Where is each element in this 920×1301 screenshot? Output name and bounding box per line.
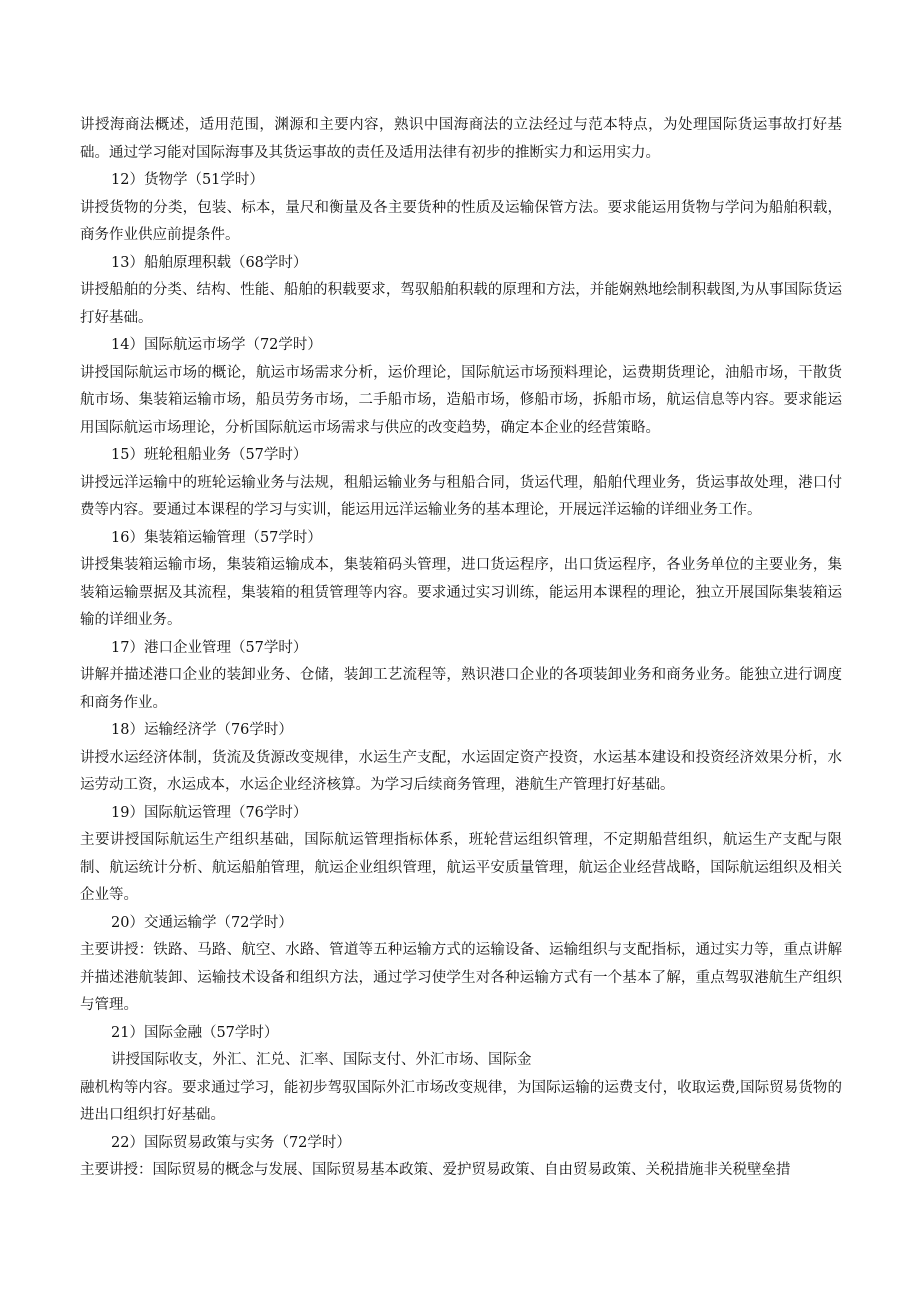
paragraph-port-management: 讲解并描述港口企业的装卸业务、仓储，装卸工艺流程等，熟识港口企业的各项装卸业务和商务业务。能独立进行调度和商务作业。 [80, 667, 842, 711]
paragraph-shipping-market: 讲授国际航运市场的概论，航运市场需求分析，运价理论，国际航运市场预料理论，运费期货理论，油船市场，干散货航市场、集装箱运输市场，船员劳务市场，二手船市场，造船市场，修船市场，拆船市场，航运信息等内容。要求能运用国际航运市场理论，分析国际航运市场需求与供应的改变趋势，确定本企业的经营策略。 [80, 364, 842, 436]
paragraph-maritime-law: 讲授海商法概述，适用范围，渊源和主要内容，熟识中国海商法的立法经过与范本特点，为处理国际货运事故打好基础。通过学习能对国际海事及其货运事故的责任及适用法律有初步的推断实力和运用实力。 [80, 117, 842, 161]
heading-trade-policy: 22）国际贸易政策与实务（72学时） [111, 1134, 351, 1151]
heading-international-finance: 21）国际金融（57学时） [111, 1024, 279, 1041]
paragraph-shipping-management: 主要讲授国际航运生产组织基础，国际航运管理指标体系，班轮营运组织管理，不定期船营组织，航运生产支配与限制、航运统计分析、航运船舶管理，航运企业组织管理，航运平安质量管理，航运企业经营战略，国际航运组织及相关企业等。 [80, 832, 842, 903]
heading-transportation: 20）交通运输学（72学时） [111, 914, 293, 931]
paragraph-cargo-science: 讲授货物的分类，包装、标本，量尺和衡量及各主要货种的性质及运输保管方法。要求能运用货物与学问为船舶积载，商务作业供应前提条件。 [80, 199, 842, 243]
paragraph-ship-stowage: 讲授船舶的分类、结构、性能、船舶的积载要求，驾驭船舶积载的原理和方法，并能娴熟地绘制积载图,为从事国际货运打好基础。 [80, 282, 842, 326]
heading-port-management: 17）港口企业管理（57学时） [111, 639, 308, 656]
heading-container-transport: 16）集装箱运输管理（57学时） [111, 529, 322, 546]
paragraph-transport-economics: 讲授水运经济体制，货流及货源改变规律，水运生产支配，水运固定资产投资，水运基本建设和投资经济效果分析，水运劳动工资，水运成本，水运企业经济核算。为学习后续商务管理，港航生产管理打好基础。 [80, 749, 842, 793]
heading-cargo-science: 12）货物学（51学时） [111, 172, 264, 188]
heading-shipping-management: 19）国际航运管理（76学时） [111, 804, 308, 821]
paragraph-trade-policy: 主要讲授：国际贸易的概念与发展、国际贸易基本政策、爱护贸易政策、自由贸易政策、关税措施非关税壁垒措 [80, 1162, 791, 1178]
document-body [80, 112, 842, 1185]
heading-shipping-market: 14）国际航运市场学（72学时） [111, 337, 322, 353]
paragraph-transportation: 主要讲授：铁路、马路、航空、水路、管道等五种运输方式的运输设备、运输组织与支配指标，通过实力等，重点讲解并描述港航装卸、运输技术设备和组织方法，通过学习使学生对各种运输方式有一个基本了解，重点驾驭港航生产组织与管理。 [80, 942, 842, 1013]
paragraph-finance-rest: 融机构等内容。要求通过学习，能初步驾驭国际外汇市场改变规律，为国际运输的运费支付，收取运费,国际贸易货物的进出口组织打好基础。 [80, 1079, 842, 1123]
heading-liner-charter: 15）班轮租船业务（57学时） [111, 447, 308, 463]
paragraph-liner-charter: 讲授远洋运输中的班轮运输业务与法规，租船运输业务与租船合同，货运代理，船舶代理业务，货运事故处理，港口付费等内容。要通过本课程的学习与实训，能运用远洋运输业务的基本理论，开展远洋运输的详细业务工作。 [80, 474, 842, 518]
heading-ship-stowage: 13）船舶原理积载（68学时） [111, 254, 308, 271]
heading-transport-economics: 18）运输经济学（76学时） [111, 722, 293, 738]
paragraph-finance-line1: 讲授国际收支，外汇、汇兑、汇率、国际支付、外汇市场、国际金 [111, 1052, 532, 1068]
paragraph-container-transport: 讲授集装箱运输市场，集装箱运输成本，集装箱码头管理，进口货运程序，出口货运程序，各业务单位的主要业务，集装箱运输票据及其流程，集装箱的租赁管理等内容。要求通过实习训练，能运用本课程的理论，独立开展国际集装箱运输的详细业务。 [80, 557, 842, 628]
